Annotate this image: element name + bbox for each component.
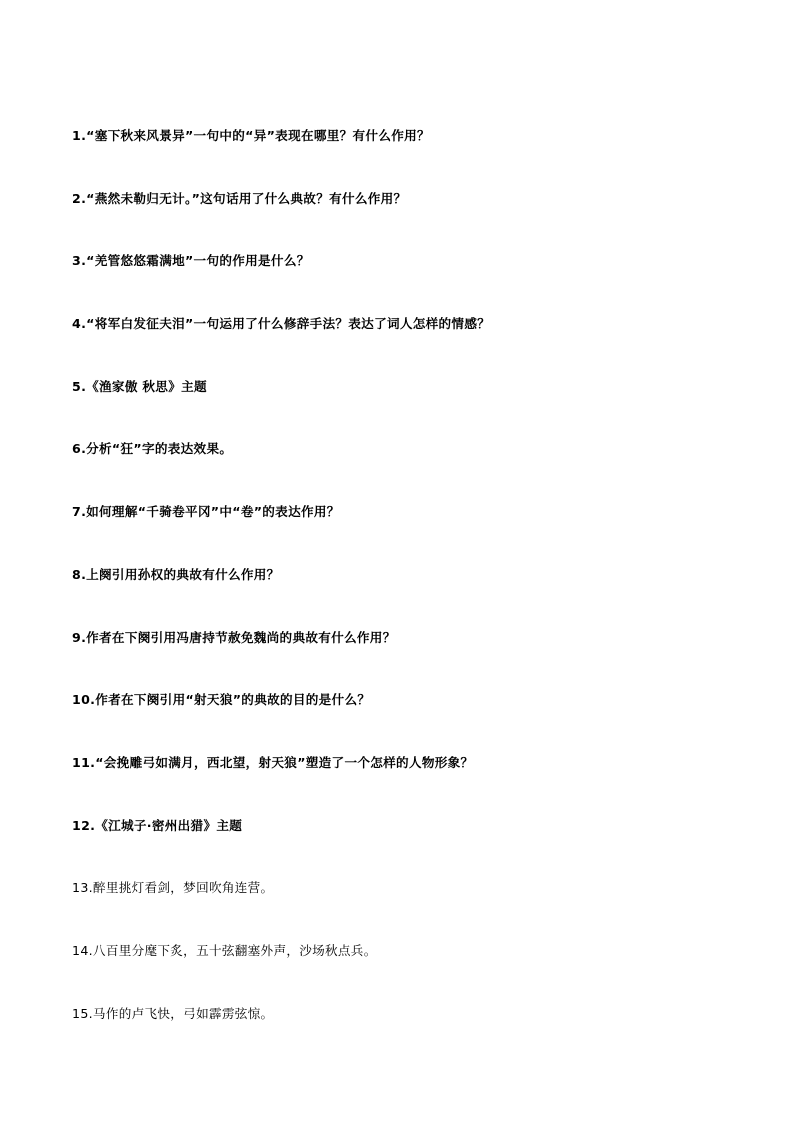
question-text: 1.“塞下秋来风景异”一句中的“异”表现在哪里？有什么作用？ bbox=[72, 128, 430, 143]
question-item-11 bbox=[72, 753, 752, 816]
question-text: 5.《渔家傲 秋思》主题 bbox=[72, 378, 207, 394]
question-text: 7.如何理解“千骑卷平冈”中“卷”的表达作用？ bbox=[72, 504, 340, 520]
question-text: 8.上阕引用孙权的典故有什么作用？ bbox=[72, 566, 280, 582]
question-text: 10.作者在下阕引用“射天狼”的典故的目的是什么？ bbox=[72, 692, 371, 708]
question-text: 15.马作的卢飞快，弓如霹雳弦惊。 bbox=[72, 1005, 274, 1021]
question-text: 6.分析“狂”字的表达效果。 bbox=[72, 441, 233, 457]
question-list bbox=[72, 126, 752, 1066]
question-item-13 bbox=[72, 878, 752, 941]
question-text: 4.“将军白发征夫泪”一句运用了什么修辞手法？表达了词人怎样的情感？ bbox=[72, 316, 491, 332]
question-text: 2.“燕然未勒归无计。”这句话用了什么典故？有什么作用？ bbox=[72, 190, 407, 206]
question-text: 9.作者在下阕引用冯唐持节赦免魏尚的典故有什么作用？ bbox=[72, 629, 396, 645]
question-text: 13.醉里挑灯看剑，梦回吹角连营。 bbox=[72, 880, 274, 896]
question-item-2 bbox=[72, 189, 752, 252]
question-item-8 bbox=[72, 565, 752, 628]
question-item-4 bbox=[72, 314, 752, 377]
question-item-3 bbox=[72, 251, 752, 314]
question-text: 3.“羌管悠悠霜满地”一句的作用是什么？ bbox=[72, 253, 310, 269]
question-text: 14.八百里分麾下炙，五十弦翻塞外声，沙场秋点兵。 bbox=[72, 942, 377, 958]
question-item-7 bbox=[72, 502, 752, 565]
question-item-15 bbox=[72, 1004, 752, 1067]
question-item-14 bbox=[72, 941, 752, 1004]
question-item-5 bbox=[72, 377, 752, 440]
question-text: 12.《江城子·密州出猎》主题 bbox=[72, 817, 243, 833]
question-text: 11.“会挽雕弓如满月，西北望，射天狼”塑造了一个怎样的人物形象？ bbox=[72, 754, 474, 770]
question-item-6 bbox=[72, 439, 752, 502]
question-item-1 bbox=[72, 126, 752, 189]
question-item-9 bbox=[72, 628, 752, 691]
question-item-10 bbox=[72, 690, 752, 753]
question-item-12 bbox=[72, 816, 752, 879]
